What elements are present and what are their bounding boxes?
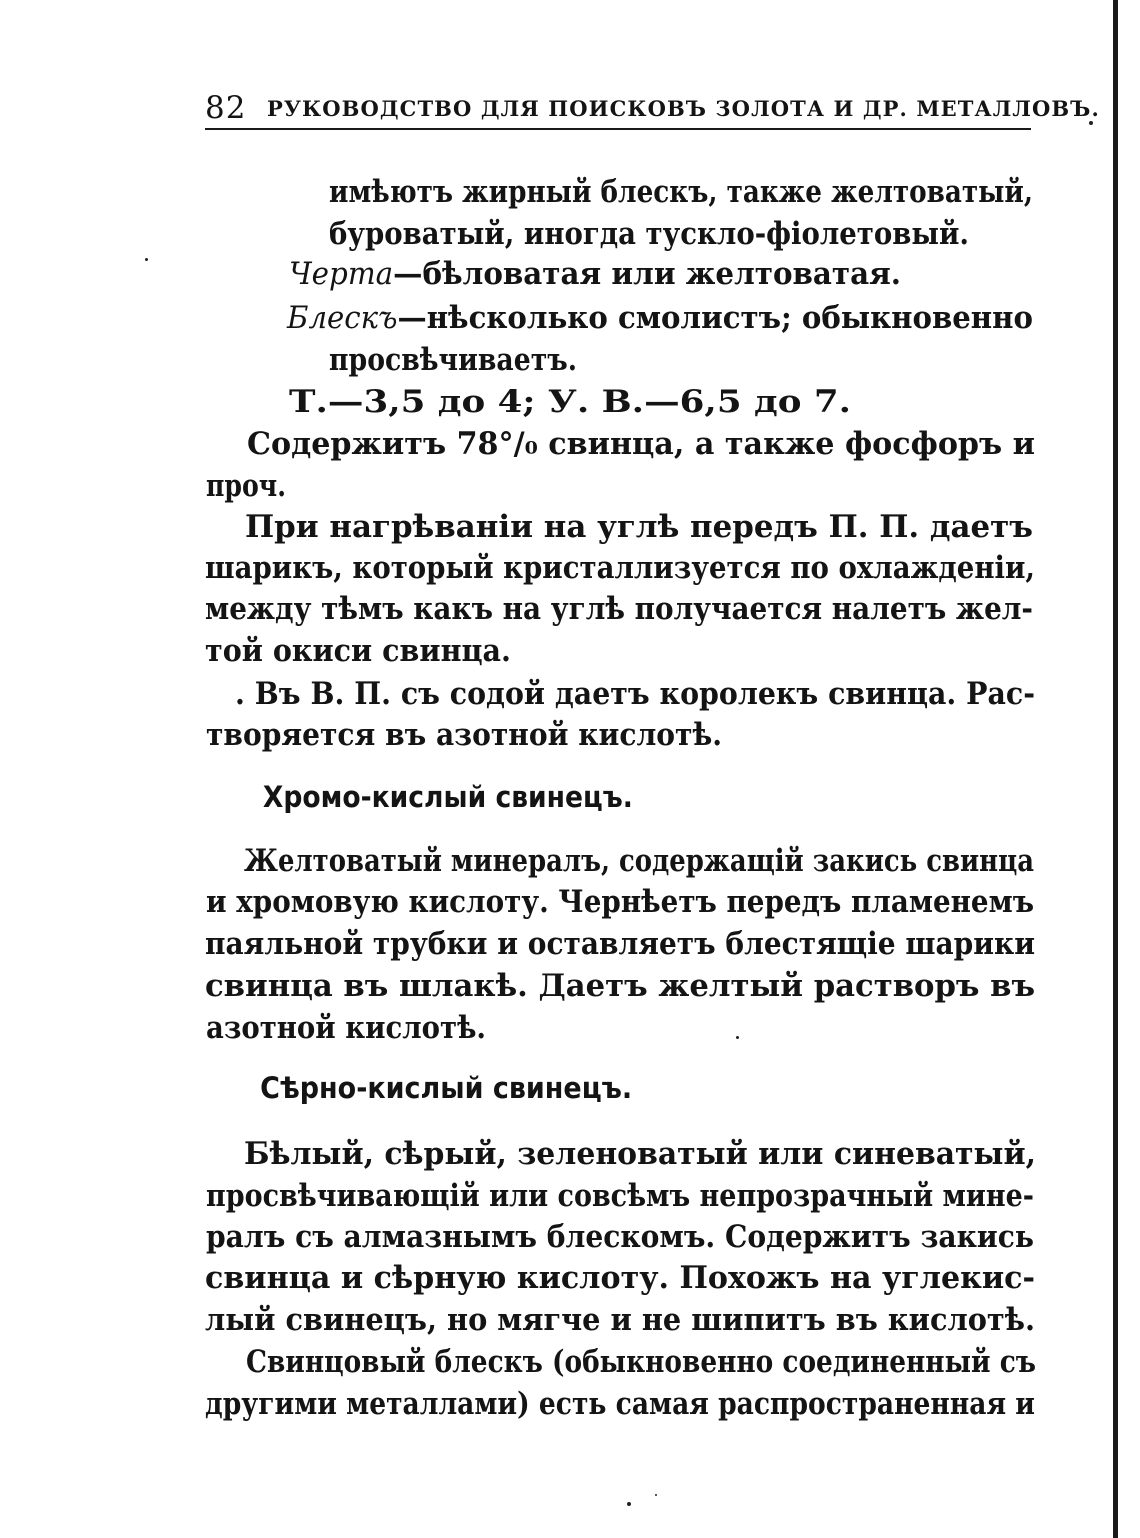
- page-number: 82: [205, 90, 247, 126]
- text-line: [287, 298, 1033, 338]
- print-speck: [627, 1502, 631, 1506]
- term-cherta: Черта: [289, 256, 394, 292]
- text-line: той окиси свинца.: [205, 633, 511, 669]
- text-line: и хромовую кислоту. Чернѣетъ передъ пламенемъ: [206, 884, 1034, 920]
- text-line: При нагрѣваніи на углѣ передъ П. П. даетъ: [245, 509, 1033, 545]
- text-line: свинца въ шлакѣ. Даетъ желтый растворъ въ: [205, 968, 1035, 1004]
- term-blesk: Блескъ: [287, 300, 398, 336]
- text-line: проч.: [206, 468, 286, 504]
- text-line: . Въ В. П. съ содой даетъ королекъ свинца. Рас-: [235, 676, 1035, 712]
- text-line: между тѣмъ какъ на углѣ получается налетъ жел-: [205, 591, 1033, 627]
- text-line: ралъ съ алмазнымъ блескомъ. Содержитъ закись: [206, 1219, 1034, 1255]
- print-speck: [655, 1494, 657, 1496]
- text-line: свинца и сѣрную кислоту. Похожъ на углекис-: [205, 1260, 1035, 1296]
- running-title: РУКОВОДСТВО ДЛЯ ПОИСКОВЪ ЗОЛОТА И ДР. МЕТАЛЛОВЪ.: [267, 96, 1100, 121]
- text-line: Свинцовый блескъ (обыкновенно соединенный съ: [246, 1344, 1036, 1380]
- text-line: Бѣлый, сѣрый, зеленоватый или синеватый,: [244, 1136, 1036, 1172]
- text-line: другими металлами) есть самая распространенная и: [205, 1386, 1035, 1422]
- page-edge-line: [1113, 0, 1118, 1538]
- text-line: Желтоватый минералъ, содержащій закись свинца: [244, 843, 1034, 879]
- term-cherta-text: —бѣловатая или желтоватая.: [393, 256, 901, 292]
- page-header: [205, 84, 1100, 130]
- text-line: [289, 254, 901, 294]
- text-line: Т.—3,5 до 4; У. В.—6,5 до 7.: [289, 384, 851, 420]
- print-speck: [145, 258, 148, 261]
- text-line: Содержитъ 78°/₀ свинца, а также фосфоръ и: [247, 426, 1035, 462]
- print-speck: [1089, 121, 1093, 125]
- term-blesk-text: —нѣсколько смолистъ; обыкновенно: [397, 300, 1033, 336]
- text-line: шарикъ, который кристаллизуется по охлажденіи,: [205, 550, 1035, 586]
- section-heading-sulfate: Сѣрно-кислый свинецъ.: [260, 1071, 633, 1105]
- text-line: творяется въ азотной кислотѣ.: [206, 717, 722, 753]
- text-line: паяльной трубки и оставляетъ блестящіе шарики: [205, 926, 1035, 962]
- text-line: просвѣчиваетъ.: [329, 342, 577, 378]
- section-heading-chromate: Хромо-кислый свинецъ.: [262, 780, 633, 814]
- text-line: просвѣчивающій или совсѣмъ непрозрачный мине-: [206, 1178, 1034, 1214]
- text-line: имѣютъ жирный блескъ, также желтоватый,: [329, 174, 1033, 210]
- text-line: лый свинецъ, но мягче и не шипитъ въ кислотѣ.: [205, 1302, 1035, 1338]
- print-speck: [736, 1036, 739, 1039]
- text-line: азотной кислотѣ.: [206, 1010, 486, 1046]
- text-line: буроватый, иногда тускло-фіолетовый.: [329, 216, 969, 252]
